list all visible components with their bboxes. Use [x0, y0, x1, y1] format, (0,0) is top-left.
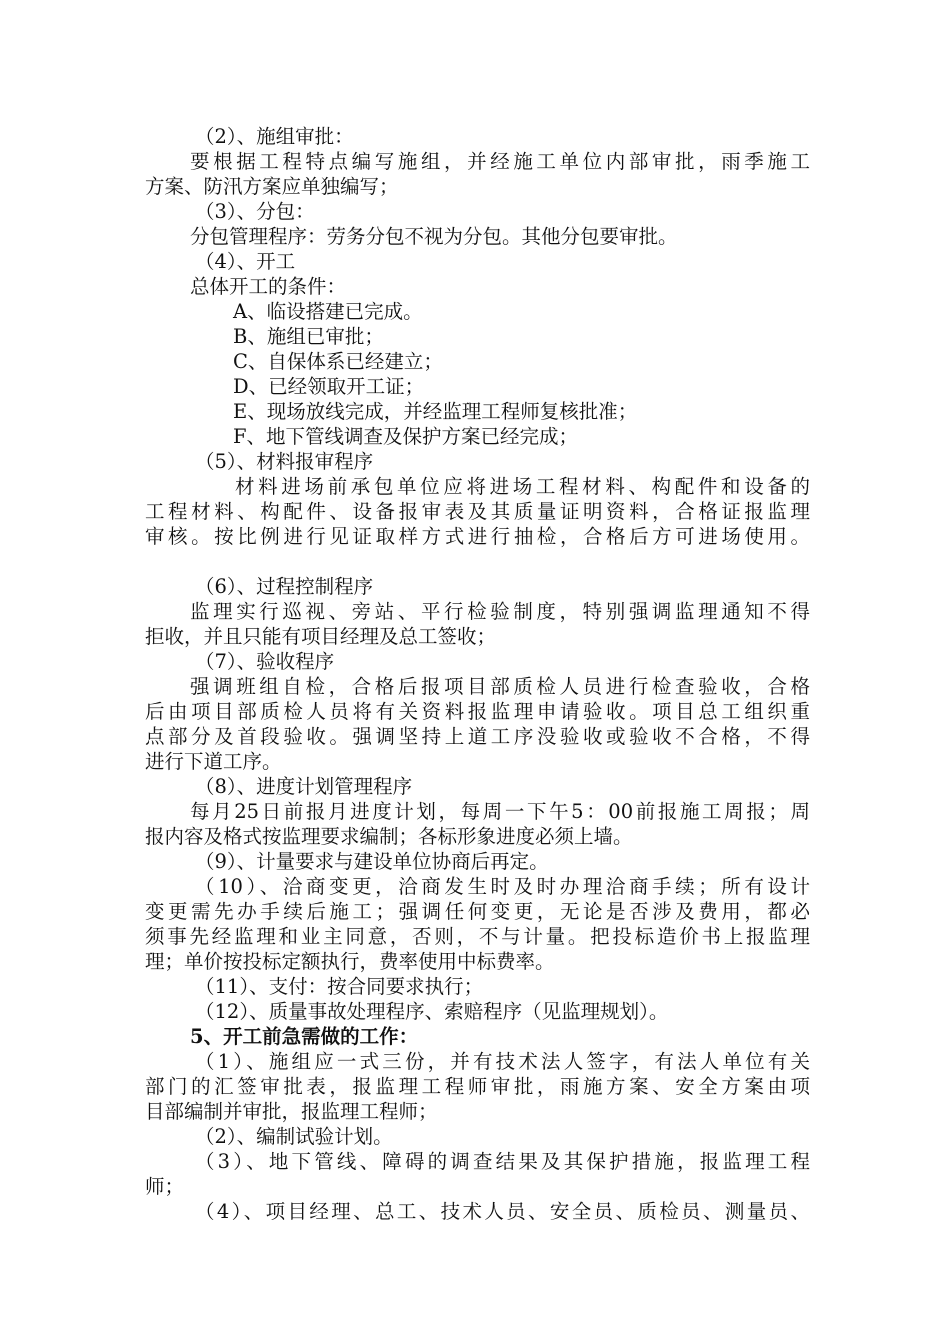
- section-heading: 5、开工前急需做的工作：: [190, 1025, 419, 1048]
- text-line: D、已经领取开工证；: [233, 375, 425, 398]
- text-line: （4）、开工: [195, 250, 296, 273]
- text-line: （9）、计量要求与建设单位协商后再定。: [195, 850, 549, 873]
- text-line: B、施组已审批；: [233, 325, 384, 348]
- text-line: C、自保体系已经建立；: [233, 350, 443, 373]
- text-line: A、临设搭建已完成。: [233, 300, 423, 323]
- text-line: 后由项目部质检人员将有关资料报监理申请验收。项目总工组织重: [145, 700, 810, 723]
- text-line: 审核。按比例进行见证取样方式进行抽检，合格后方可进场使用。: [145, 525, 810, 548]
- text-line: 理；单价按投标定额执行，费率使用中标费率。: [145, 950, 555, 973]
- text-line: 师；: [145, 1175, 185, 1198]
- text-line: （1）、施组应一式三份，并有技术法人签字，有法人单位有关: [195, 1050, 810, 1073]
- text-line: 工程材料、构配件、设备报审表及其质量证明资料，合格证报监理: [145, 500, 810, 523]
- text-line: 方案、防汛方案应单独编写；: [145, 175, 399, 198]
- text-line: 监理实行巡视、旁站、平行检验制度，特别强调监理通知不得: [190, 600, 810, 623]
- text-line: 总体开工的条件：: [190, 275, 347, 298]
- text-line: 材料进场前承包单位应将进场工程材料、构配件和设备的: [235, 475, 810, 498]
- text-line: 目部编制并审批，报监理工程师；: [145, 1100, 438, 1123]
- text-line: （4）、项目经理、总工、技术人员、安全员、质检员、测量员、: [195, 1200, 810, 1223]
- text-line: （3）、分包：: [195, 200, 315, 223]
- text-line: 须事先经监理和业主同意，否则，不与计量。把投标造价书上报监理: [145, 925, 810, 948]
- text-line: 强调班组自检，合格后报项目部质检人员进行检查验收，合格: [190, 675, 810, 698]
- text-line: 每月25日前报月进度计划，每周一下午5：00前报施工周报；周: [190, 800, 810, 823]
- text-line: （7）、验收程序: [195, 650, 335, 673]
- text-line: E、现场放线完成，并经监理工程师复核批准；: [233, 400, 638, 423]
- text-line: （2）、编制试验计划。: [195, 1125, 393, 1148]
- text-line: 进行下道工序。: [145, 750, 282, 773]
- text-line: F、地下管线调查及保护方案已经完成；: [233, 425, 579, 448]
- text-line: 部门的汇签审批表，报监理工程师审批，雨施方案、安全方案由项: [145, 1075, 810, 1098]
- text-line: （11）、支付：按合同要求执行；: [195, 975, 484, 998]
- text-line: 拒收，并且只能有项目经理及总工签收；: [145, 625, 497, 648]
- text-line: （2）、施组审批：: [195, 125, 354, 148]
- text-line: 报内容及格式按监理要求编制；各标形象进度必须上墙。: [145, 825, 633, 848]
- text-line: （3）、地下管线、障碍的调查结果及其保护措施，报监理工程: [195, 1150, 810, 1173]
- text-line: 点部分及首段验收。强调坚持上道工序没验收或验收不合格，不得: [145, 725, 810, 748]
- text-line: 分包管理程序：劳务分包不视为分包。其他分包要审批。: [190, 225, 678, 248]
- text-line: （6）、过程控制程序: [195, 575, 374, 598]
- text-line: （8）、进度计划管理程序: [195, 775, 413, 798]
- text-line: 要根据工程特点编写施组，并经施工单位内部审批，雨季施工: [190, 150, 810, 173]
- text-line: （5）、材料报审程序: [195, 450, 374, 473]
- text-line: （12）、质量事故处理程序、索赔程序（见监理规划）。: [195, 1000, 669, 1023]
- text-line: 变更需先办手续后施工；强调任何变更，无论是否涉及费用，都必: [145, 900, 810, 923]
- text-line: （10）、洽商变更，洽商发生时及时办理洽商手续；所有设计: [195, 875, 810, 898]
